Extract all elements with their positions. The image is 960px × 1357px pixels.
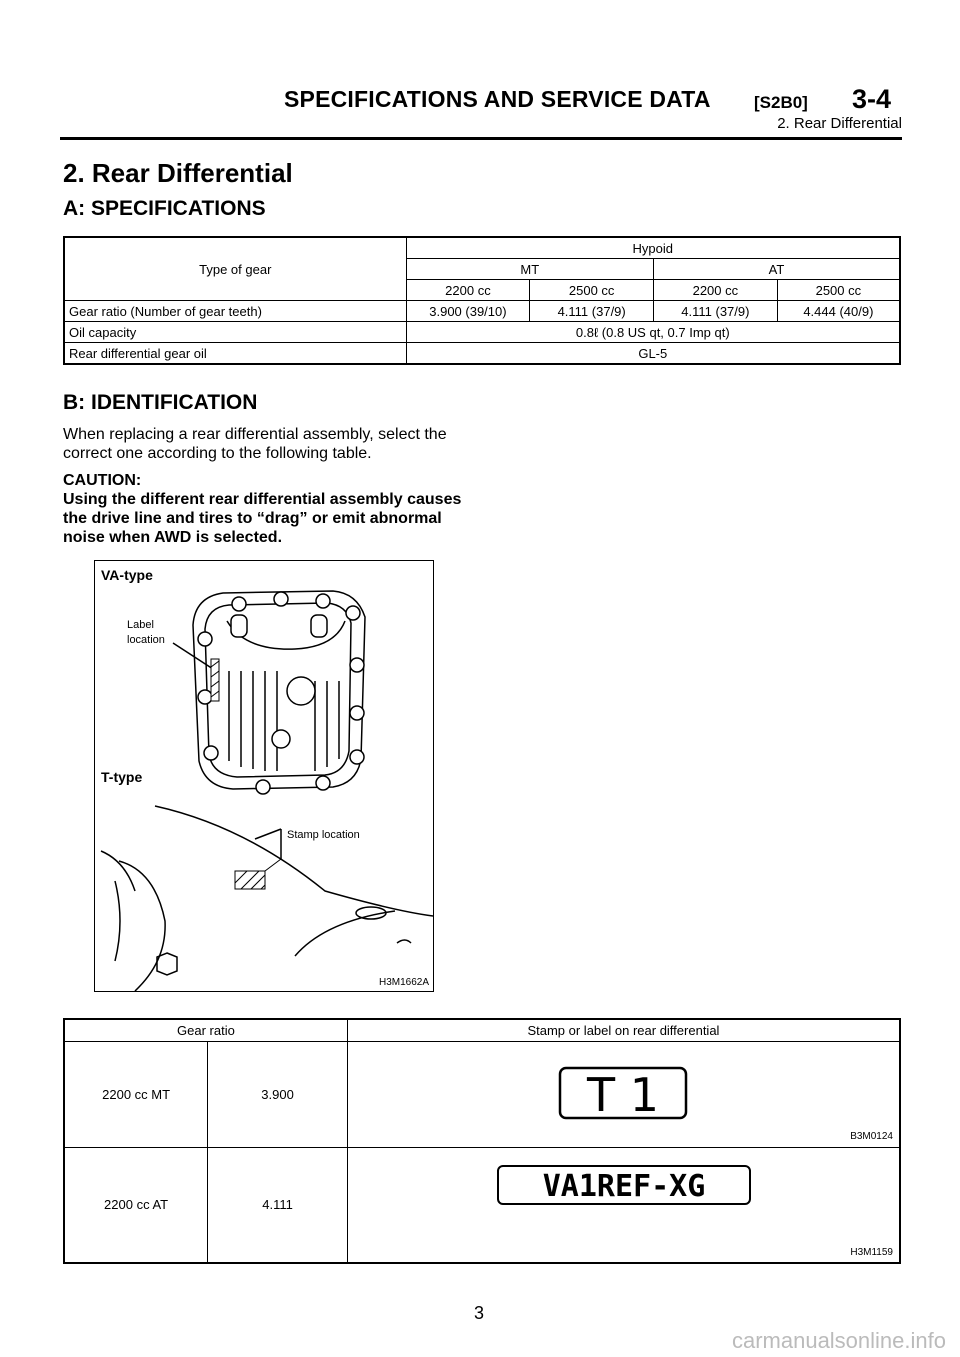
specifications-table bbox=[63, 236, 901, 365]
type-of-gear-value: Hypoid bbox=[406, 237, 900, 259]
stamp-location-text: Stamp location bbox=[287, 829, 360, 841]
section-subtitle: 2. Rear Differential bbox=[777, 115, 902, 132]
va-type-label: VA-type bbox=[101, 567, 153, 583]
ratio-cell: 4.111 bbox=[208, 1147, 348, 1263]
model-cell: 2200 cc AT bbox=[64, 1147, 208, 1263]
type-of-gear-label: Type of gear bbox=[64, 237, 406, 301]
section-number: 3-4 bbox=[852, 84, 892, 114]
differential-figure bbox=[94, 560, 434, 992]
stamp-t1-image bbox=[348, 1042, 902, 1146]
oil-capacity-label: Oil capacity bbox=[64, 322, 406, 343]
identification-heading: B: IDENTIFICATION bbox=[63, 391, 258, 414]
caution-block bbox=[63, 471, 463, 547]
gear-ratio-cell: 4.111 (37/9) bbox=[654, 301, 778, 322]
displacement-cell: 2500 cc bbox=[777, 280, 900, 301]
gear-ratio-cell: 3.900 (39/10) bbox=[406, 301, 530, 322]
ratio-cell: 3.900 bbox=[208, 1041, 348, 1147]
stamp-va1refxg-code: H3M1159 bbox=[850, 1246, 893, 1258]
caution-text: Using the different rear differential assembly causes the drive line and tires to “drag” or emit abnormal noise when AWD is selected. bbox=[63, 491, 462, 546]
stamp-va1refxg-image bbox=[348, 1148, 902, 1262]
stamp-t1-code: B3M0124 bbox=[850, 1131, 893, 1142]
displacement-cell: 2200 cc bbox=[406, 280, 530, 301]
stamp-cell bbox=[347, 1147, 900, 1263]
caution-title: CAUTION: bbox=[63, 472, 142, 489]
stamp-cell bbox=[347, 1041, 900, 1147]
gear-oil-value: GL-5 bbox=[406, 343, 900, 365]
stamp-header: Stamp or label on rear differential bbox=[347, 1019, 900, 1041]
gear-ratio-cell: 4.444 (40/9) bbox=[777, 301, 900, 322]
specifications-heading: A: SPECIFICATIONS bbox=[63, 197, 266, 220]
t-type-label: T-type bbox=[101, 769, 143, 785]
gear-ratio-label: Gear ratio (Number of gear teeth) bbox=[64, 301, 406, 322]
gear-oil-label: Rear differential gear oil bbox=[64, 343, 406, 365]
stamp-va1refxg-text: VA1REF-XG bbox=[542, 1168, 706, 1204]
header-rule bbox=[60, 137, 902, 140]
page-number: 3 bbox=[474, 1303, 485, 1323]
displacement-cell: 2200 cc bbox=[654, 280, 778, 301]
section-code: [S2B0] bbox=[754, 93, 808, 112]
gear-ratio-cell: 4.111 (37/9) bbox=[530, 301, 654, 322]
stamp-t1-text: T 1 bbox=[586, 1068, 659, 1122]
identification-paragraph: When replacing a rear differential assembly, select the correct one according to the following table. bbox=[63, 426, 447, 462]
identification-table bbox=[63, 1018, 901, 1264]
gear-ratio-header: Gear ratio bbox=[64, 1019, 347, 1041]
at-header: AT bbox=[654, 259, 900, 280]
oil-capacity-value: 0.8ℓ (0.8 US qt, 0.7 Imp qt) bbox=[406, 322, 900, 343]
watermark: carmanualsonline.info bbox=[731, 1328, 946, 1353]
label-location-text-1: Label bbox=[127, 619, 154, 631]
model-cell: 2200 cc MT bbox=[64, 1041, 208, 1147]
figure-code: H3M1662A bbox=[378, 977, 429, 988]
label-location-text-2: location bbox=[127, 634, 165, 646]
displacement-cell: 2500 cc bbox=[530, 280, 654, 301]
page-heading: 2. Rear Differential bbox=[63, 158, 293, 188]
section-title: SPECIFICATIONS AND SERVICE DATA bbox=[284, 86, 711, 112]
mt-header: MT bbox=[406, 259, 653, 280]
